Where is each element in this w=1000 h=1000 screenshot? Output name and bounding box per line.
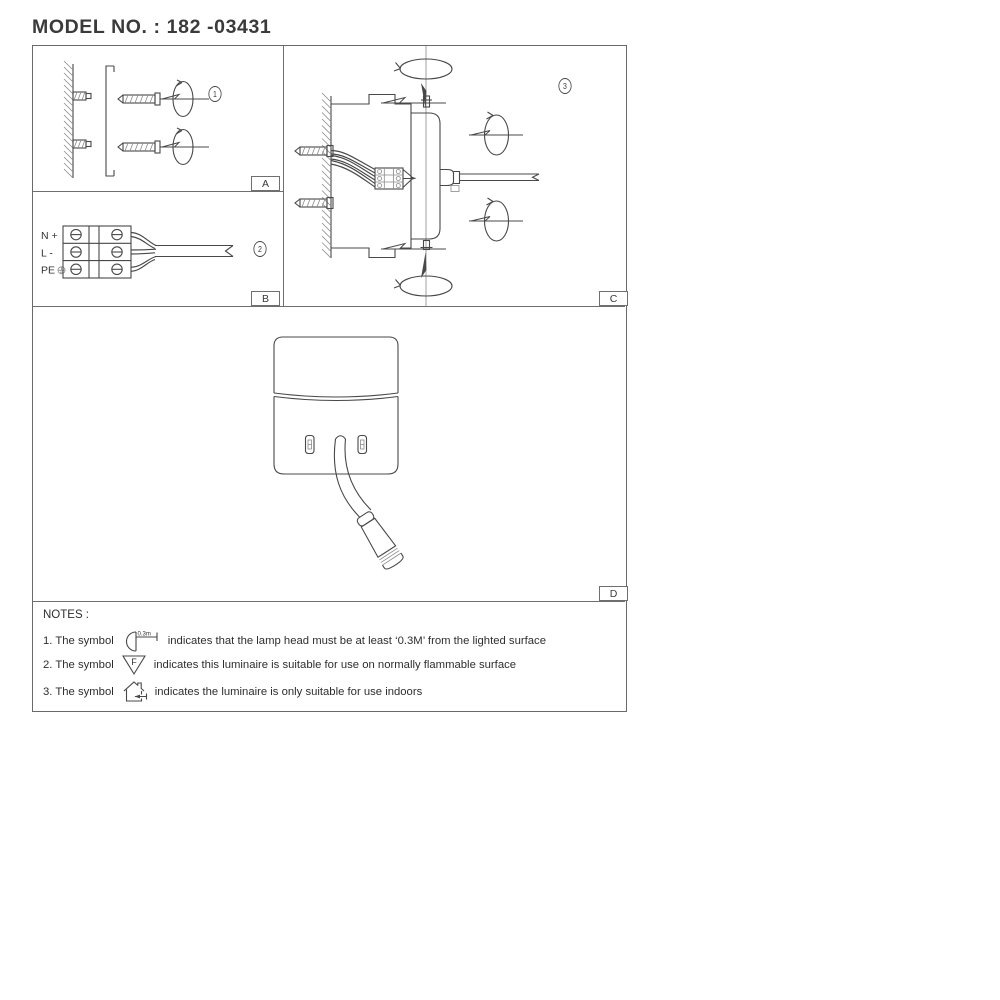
- model-number-title: MODEL NO. : 182 -03431: [32, 16, 272, 38]
- distance-label: 0.3m: [137, 631, 151, 638]
- wires: [131, 233, 156, 272]
- wall-section: [64, 61, 73, 178]
- step-2-badge: 2: [253, 241, 266, 257]
- wall-anchor: [73, 92, 91, 148]
- note-2-text: indicates this luminaire is suitable for use on normally flammable surface: [153, 659, 517, 671]
- gooseneck-arm: [334, 436, 371, 517]
- note-row-1: [43, 629, 546, 653]
- step-3-badge: 3: [558, 78, 571, 94]
- panel-label-d: D: [599, 586, 628, 601]
- terminal-block-small: [375, 168, 417, 189]
- panel-label-c: C: [599, 291, 628, 306]
- panel-label-a: A: [251, 176, 280, 191]
- note-1-text: indicates that the lamp head must be at least ‘0.3M’ from the lighted surface: [167, 635, 546, 647]
- diagram-sheet: [32, 45, 627, 712]
- lamp-body: [274, 397, 398, 475]
- rotation-arrow-right-lower: [469, 198, 523, 241]
- mounting-bracket: [106, 66, 114, 176]
- terminal-block: [63, 226, 131, 278]
- rotation-arrow-bottom: [394, 252, 452, 296]
- note-3-prefix: 3. The symbol: [43, 686, 114, 698]
- bottom-fixing-screw: [381, 241, 446, 250]
- mounting-screw-bottom: [118, 141, 209, 153]
- mounting-screw-top: [118, 93, 209, 105]
- rotation-arrow-bottom: [173, 128, 193, 165]
- note-1-prefix: 1. The symbol: [43, 635, 114, 647]
- rotation-arrow-top: [173, 80, 193, 117]
- panel-label-b: B: [251, 291, 280, 306]
- mounting-plate-profile: [331, 95, 411, 258]
- earth-ground-icon: [58, 267, 65, 274]
- panel-c-installation-diagram: [283, 46, 628, 306]
- terminal-label-pe: PE: [41, 264, 56, 277]
- wall-section: [322, 93, 331, 258]
- top-fixing-screw: [381, 96, 446, 107]
- gooseneck-socket: [440, 170, 460, 192]
- rotation-arrow-right-upper: [469, 112, 523, 155]
- step-1-badge: 1: [208, 86, 221, 102]
- flammable-label: F: [131, 657, 137, 667]
- lamp-shade: [274, 337, 398, 401]
- switch-right: [358, 436, 367, 454]
- note-row-3: [43, 679, 422, 705]
- terminal-labels: [41, 230, 65, 277]
- panel-b-wiring-diagram: [33, 191, 283, 306]
- switch-left: [306, 436, 315, 454]
- panel-a-mounting-diagram: [33, 46, 283, 191]
- fixture-body-profile: [411, 113, 440, 239]
- note-row-2: [43, 654, 516, 676]
- mains-cable: [155, 246, 233, 257]
- note-3-text: indicates the luminaire is only suitable for use indoors: [154, 686, 423, 698]
- divider-d-notes: [33, 601, 625, 602]
- flammable-surface-F-triangle-icon: [121, 654, 147, 676]
- panel-d-fixture-view: [33, 306, 628, 601]
- indoor-use-house-icon: [121, 679, 148, 705]
- supply-wires: [331, 151, 375, 188]
- terminal-label-l: L -: [41, 247, 53, 260]
- note-2-prefix: 2. The symbol: [43, 659, 114, 671]
- wall-screws: [295, 146, 333, 209]
- notes-heading: NOTES :: [43, 609, 90, 621]
- terminal-label-n: N +: [41, 230, 58, 242]
- min-distance-0.3m-icon: [121, 629, 161, 653]
- spotlight-head: [354, 509, 405, 571]
- power-cable: [460, 174, 540, 181]
